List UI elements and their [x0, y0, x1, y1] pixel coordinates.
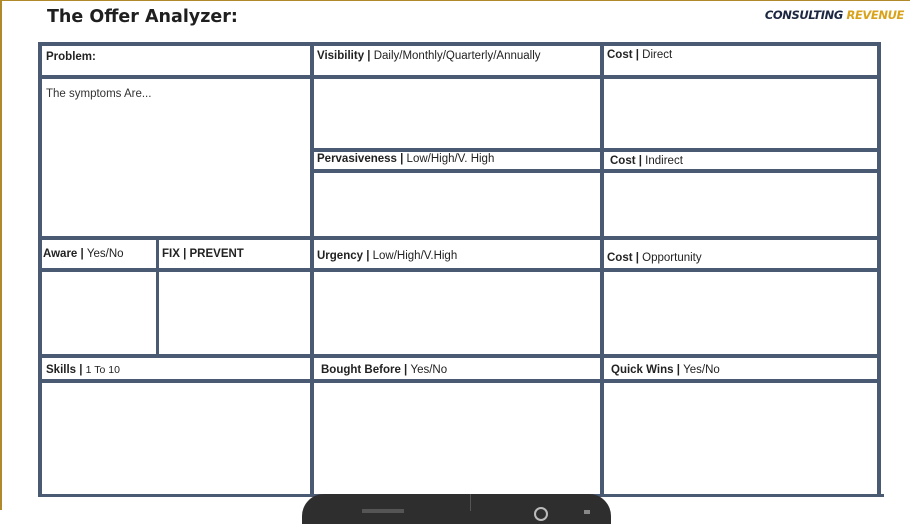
fix-prevent-label: FIX | PREVENT [162, 248, 244, 260]
toolbar-circle-icon[interactable] [534, 507, 548, 521]
page-title: The Offer Analyzer: [47, 7, 238, 27]
grid-line [312, 148, 880, 152]
skills-label: Skills | 1 To 10 [46, 364, 120, 376]
bought-before-label: Bought Before | Yes/No [321, 364, 448, 376]
brand-logo-part1: CONSULTING [764, 8, 847, 22]
grid-line [310, 42, 314, 497]
grid-line [38, 42, 880, 46]
problem-label: Problem: [46, 51, 96, 63]
grid-line [38, 268, 880, 272]
cost-direct-label: Cost | Direct [607, 49, 673, 61]
cost-opportunity-label: Cost | Opportunity [607, 252, 702, 264]
grid-line [38, 236, 880, 240]
grid-line [38, 354, 880, 358]
presentation-toolbar[interactable] [302, 494, 611, 524]
brand-logo-part2: REVENUE [846, 8, 904, 22]
grid-line [38, 75, 880, 79]
grid-line [600, 42, 604, 497]
toolbar-button[interactable] [362, 509, 404, 513]
brand-logo [765, 8, 904, 22]
grid-line [38, 379, 880, 383]
visibility-label: Visibility | Daily/Monthly/Quarterly/Annually [317, 50, 541, 62]
grid-line [156, 238, 159, 356]
toolbar-divider [470, 494, 471, 511]
symptoms-text: The symptoms Are... [46, 88, 152, 100]
pervasiveness-label: Pervasiveness | Low/High/V. High [317, 153, 495, 165]
cost-indirect-label: Cost | Indirect [610, 155, 683, 167]
urgency-label: Urgency | Low/High/V.High [317, 250, 458, 262]
quick-wins-label: Quick Wins | Yes/No [611, 364, 720, 376]
grid-line [312, 169, 880, 173]
aware-label: Aware | Yes/No [43, 248, 124, 260]
